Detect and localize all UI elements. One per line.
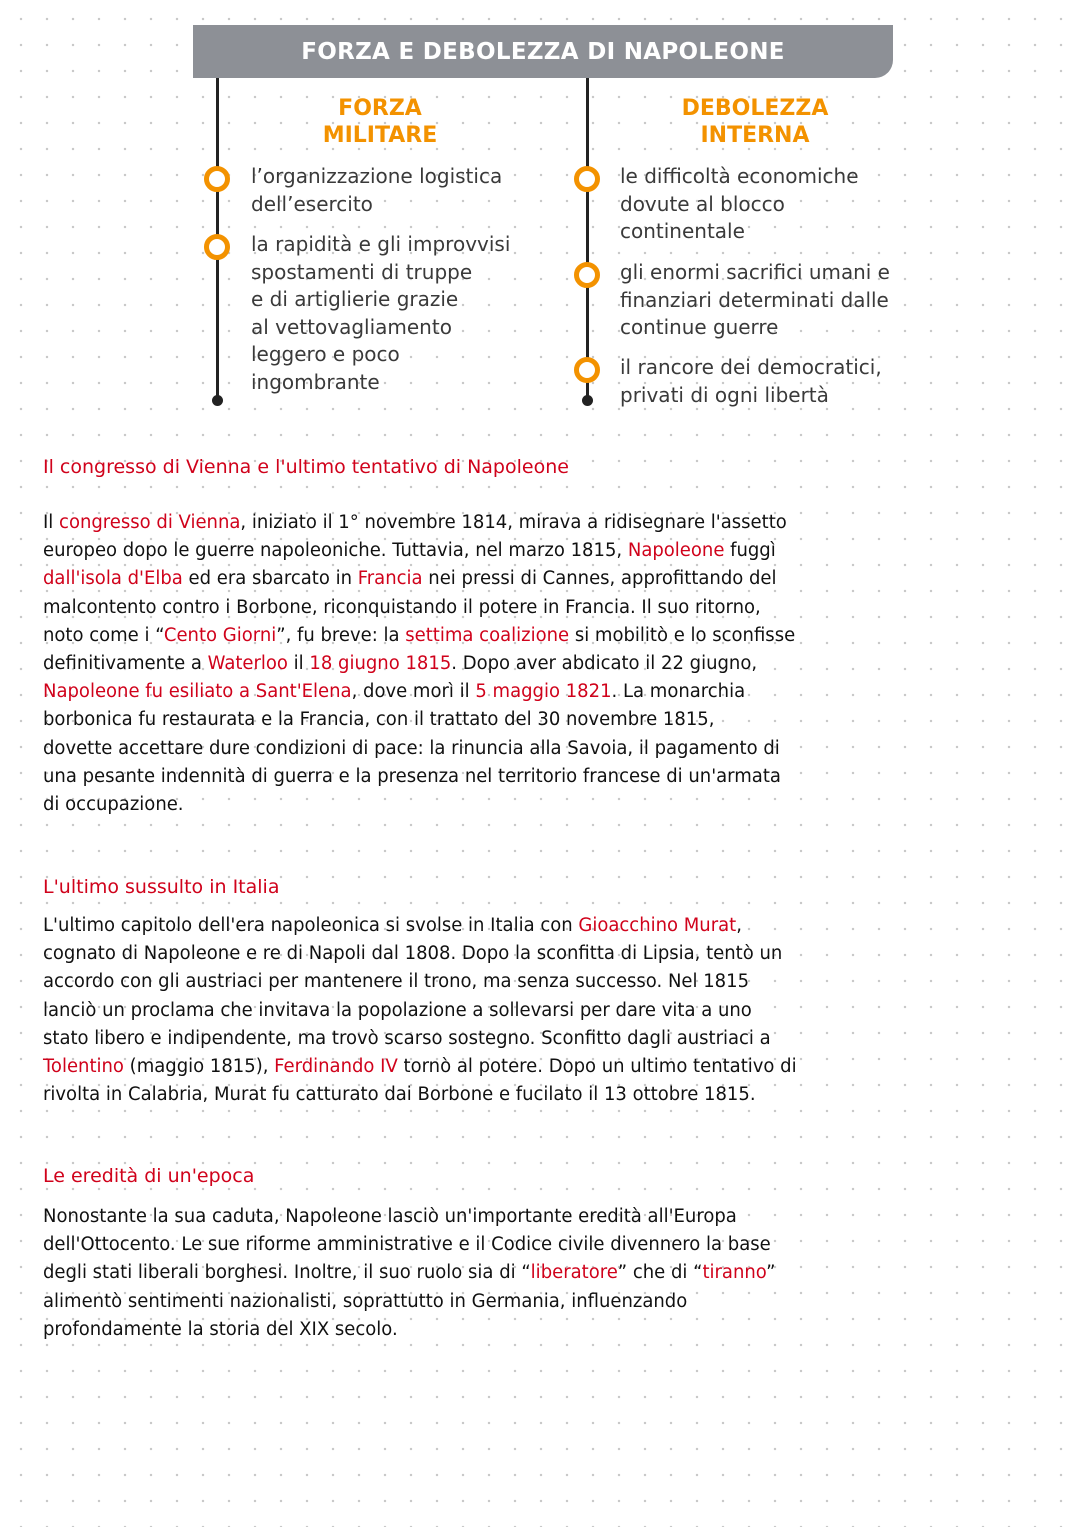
paragraph-line bbox=[43, 1025, 1033, 1053]
text-run: rivolta in Calabria, Murat fu catturato dai Borbone e fucilato il 13 ottobre 1815. bbox=[43, 1084, 756, 1106]
text-run: il bbox=[287, 653, 310, 675]
highlighted-term: Francia bbox=[357, 568, 423, 590]
highlighted-term: Ferdinando IV bbox=[274, 1056, 398, 1078]
text-run: nei pressi di Cannes, approfittando del bbox=[422, 568, 777, 590]
paragraph-line bbox=[43, 706, 1033, 734]
left-timeline-end-dot bbox=[212, 395, 223, 406]
text-run: noto come i “ bbox=[43, 624, 164, 646]
bullet-ring-icon bbox=[574, 357, 600, 383]
paragraph-line bbox=[43, 509, 1033, 537]
paragraph-line bbox=[43, 968, 1033, 996]
highlighted-term: Cento Giorni bbox=[163, 624, 277, 646]
paragraph-line bbox=[43, 565, 1033, 593]
left-column-heading bbox=[300, 95, 460, 149]
highlighted-term: 5 maggio 1821 bbox=[475, 681, 612, 703]
bullet-ring-icon bbox=[204, 234, 230, 260]
left-heading-line-2: MILITARE bbox=[322, 123, 438, 148]
right-timeline-end-dot bbox=[582, 395, 593, 406]
highlighted-term: tiranno bbox=[702, 1262, 767, 1284]
highlighted-term: dall'isola d'Elba bbox=[43, 568, 183, 590]
paragraph-line bbox=[43, 622, 1033, 650]
highlighted-term: Napoleone fu esiliato a Sant'Elena bbox=[43, 681, 352, 703]
right-column-heading bbox=[665, 95, 845, 149]
paragraph-line bbox=[43, 1288, 1033, 1316]
text-run: dell'Ottocento. Le sue riforme amministrative e il Codice civile divennero la base bbox=[43, 1234, 771, 1256]
text-run: borbonica fu restaurata e la Francia, con il trattato del 30 novembre 1815, bbox=[43, 709, 715, 731]
left-item-1: l’organizzazione logistica dell’esercito bbox=[251, 164, 503, 216]
text-run: ” che di “ bbox=[617, 1262, 703, 1284]
paragraph-line bbox=[43, 678, 1033, 706]
text-run: , bbox=[736, 915, 742, 936]
paragraph-line bbox=[43, 1081, 1033, 1109]
text-run: definitivamente a bbox=[43, 653, 208, 675]
paragraph-line bbox=[43, 997, 1033, 1025]
section-1-title: Il congresso di Vienna e l'ultimo tentativo di Napoleone bbox=[43, 456, 569, 478]
text-run: accordo con gli austriaci per mantenere il trono, ma senza successo. Nel 1815 bbox=[43, 971, 750, 993]
text-run: cognato di Napoleone e re di Napoli dal 1808. Dopo la sconfitta di Lipsia, tentò un bbox=[43, 943, 783, 965]
paragraph-line bbox=[43, 912, 1033, 940]
highlighted-term: Tolentino bbox=[43, 1056, 124, 1078]
paragraph-line bbox=[43, 940, 1033, 968]
text-run: alimentò sentimenti nazionalisti, soprattutto in Germania, influenzando bbox=[43, 1290, 688, 1312]
right-heading-line-2: INTERNA bbox=[700, 123, 810, 148]
text-run: , dove morì il bbox=[351, 681, 476, 703]
paragraph-line bbox=[43, 594, 1033, 622]
highlighted-term: settima coalizione bbox=[405, 624, 570, 646]
text-run: tornò al potere. Dopo un ultimo tentativo di bbox=[397, 1056, 797, 1078]
bullet-ring-icon bbox=[574, 166, 600, 192]
text-run: europeo dopo le guerre napoleoniche. Tuttavia, nel marzo 1815, bbox=[43, 540, 628, 562]
text-run: ”, fu breve: la bbox=[276, 624, 406, 646]
text-run: . La monarchia bbox=[611, 681, 746, 703]
text-run: ” bbox=[766, 1262, 776, 1284]
section-3-title: Le eredità di un'epoca bbox=[43, 1165, 255, 1187]
text-run: ed era sbarcato in bbox=[182, 568, 358, 590]
text-run: profondamente la storia del XIX secolo. bbox=[43, 1318, 398, 1340]
section-2-paragraph bbox=[43, 912, 1043, 1109]
paragraph-line bbox=[43, 763, 1033, 791]
text-run: , iniziato il 1° novembre 1814, mirava a ridisegnare l'assetto bbox=[240, 512, 787, 533]
right-item-3: il rancore dei democratici, privati di ogni libertà bbox=[620, 355, 882, 407]
paragraph-line bbox=[43, 1203, 1033, 1231]
section-2-title: L'ultimo sussulto in Italia bbox=[43, 876, 280, 898]
text-run: L'ultimo capitolo dell'era napoleonica si svolse in Italia con bbox=[43, 915, 579, 936]
text-run: fuggì bbox=[724, 540, 776, 562]
text-run: malcontento contro i Borbone, riconquistando il potere in Francia. Il suo ritorno, bbox=[43, 596, 761, 618]
highlighted-term: 18 giugno 1815 bbox=[309, 653, 452, 675]
paragraph-line bbox=[43, 1316, 1033, 1344]
highlighted-term: Gioacchino Murat bbox=[578, 915, 737, 936]
text-run: una pesante indennità di guerra e la presenza nel territorio francese di un'armata bbox=[43, 765, 781, 787]
highlighted-term: Napoleone bbox=[627, 540, 725, 562]
paragraph-line bbox=[43, 1259, 1033, 1287]
left-item-2: la rapidità e gli improvvisi spostamenti di truppe e di artiglierie grazie al vettovagliamento leggero e poco ingombrante bbox=[251, 232, 511, 394]
section-1-paragraph bbox=[43, 509, 1043, 819]
text-run: dovette accettare dure condizioni di pace: la rinuncia alla Savoia, il pagamento di bbox=[43, 737, 780, 759]
paragraph-line bbox=[43, 791, 1033, 819]
text-run: lanciò un proclama che invitava la popolazione a sollevarsi per dare vita a uno bbox=[43, 999, 752, 1021]
diagram-title: FORZA E DEBOLEZZA DI NAPOLEONE bbox=[301, 38, 785, 65]
left-heading-line-1: FORZA bbox=[338, 96, 422, 121]
section-3-paragraph bbox=[43, 1203, 1043, 1344]
highlighted-term: Waterloo bbox=[207, 653, 288, 675]
diagram-title-banner bbox=[193, 25, 893, 78]
text-run: (maggio 1815), bbox=[123, 1056, 275, 1078]
paragraph-line bbox=[43, 1231, 1033, 1259]
paragraph-line bbox=[43, 735, 1033, 763]
right-timeline-line bbox=[586, 78, 589, 400]
right-item-1: le difficoltà economiche dovute al blocco continentale bbox=[620, 164, 859, 243]
bullet-ring-icon bbox=[204, 166, 230, 192]
paragraph-line bbox=[43, 1053, 1033, 1081]
text-run: degli stati liberali borghesi. Inoltre, il suo ruolo sia di “ bbox=[43, 1262, 531, 1284]
bullet-ring-icon bbox=[574, 262, 600, 288]
text-run: Nonostante la sua caduta, Napoleone lasciò un'importante eredità all'Europa bbox=[43, 1206, 737, 1227]
text-run: si mobilitò e lo sconfisse bbox=[569, 624, 796, 646]
paragraph-line bbox=[43, 537, 1033, 565]
highlighted-term: liberatore bbox=[530, 1262, 618, 1284]
text-run: Il bbox=[43, 512, 60, 533]
paragraph-line bbox=[43, 650, 1033, 678]
text-run: . Dopo aver abdicato il 22 giugno, bbox=[451, 653, 758, 675]
right-item-2: gli enormi sacrifici umani e finanziari determinati dalle continue guerre bbox=[620, 260, 890, 339]
right-heading-line-1: DEBOLEZZA bbox=[681, 96, 829, 121]
highlighted-term: congresso di Vienna bbox=[59, 512, 241, 533]
text-run: di occupazione. bbox=[43, 794, 184, 816]
text-run: stato libero e indipendente, ma trovò scarso sostegno. Sconfitto dagli austriaci a bbox=[43, 1027, 771, 1049]
